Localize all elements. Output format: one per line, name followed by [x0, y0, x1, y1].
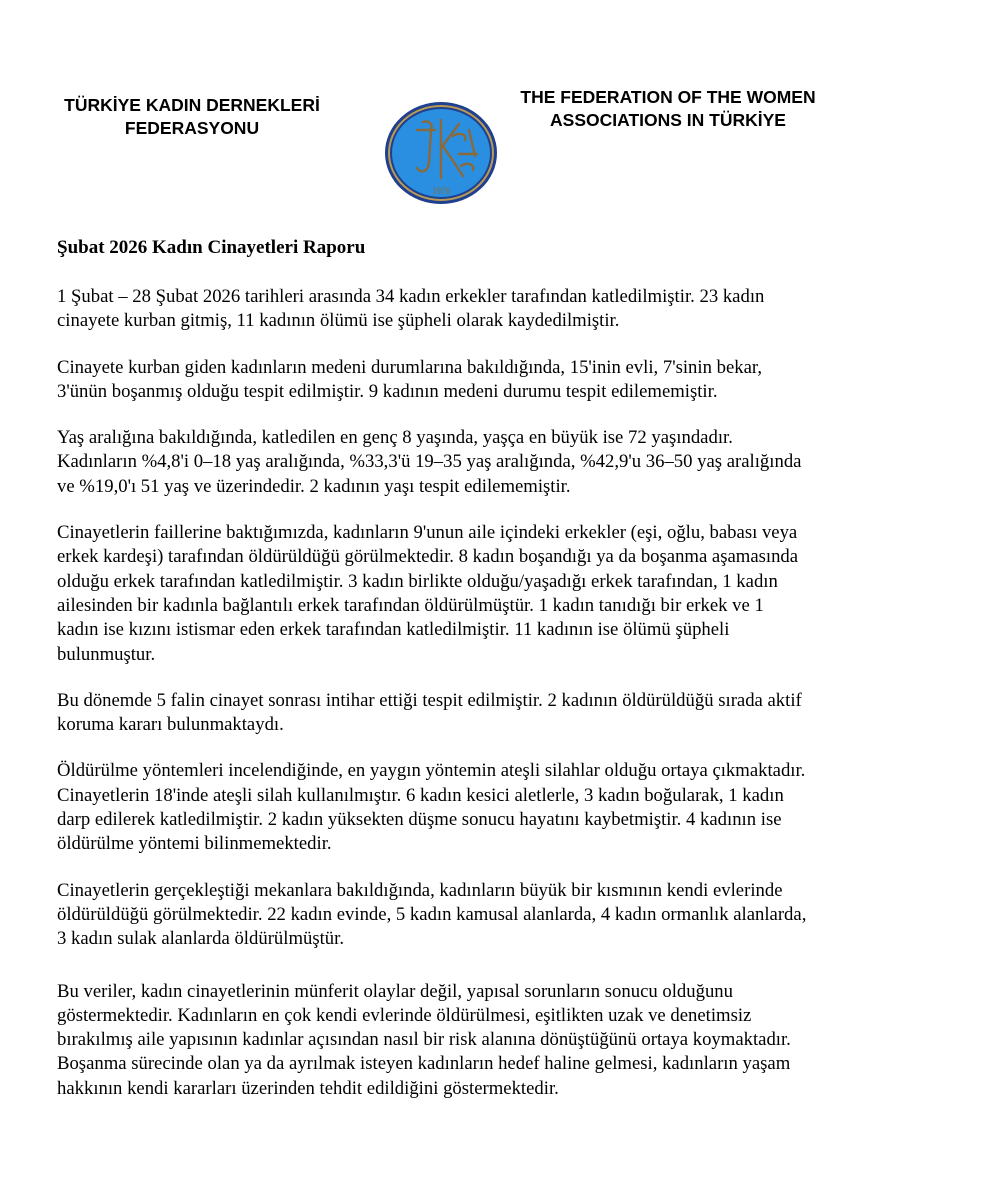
paragraph-marital-status — [57, 356, 947, 405]
paragraph-suicide-protection — [57, 689, 947, 738]
text-line: ve %19,0'ı 51 yaş ve üzerindedir. 2 kadının yaşı tespit edilememiştir. — [57, 475, 571, 497]
federation-name-english-line: THE FEDERATION OF THE WOMEN — [520, 87, 816, 107]
federation-name-turkish — [60, 94, 324, 140]
text-line: cinayete kurban gitmiş, 11 kadının ölümü ise şüpheli olarak kaydedilmiştir. — [57, 310, 620, 332]
text-line: Öldürülme yöntemleri incelendiğinde, en yaygın yöntemin ateşli silahlar olduğu ortaya çıkmaktadır. — [57, 760, 806, 782]
text-line: 3 kadın sulak alanlarda öldürülmüştür. — [57, 928, 345, 950]
text-line: olduğu erkek tarafından katledilmiştir. 3 kadın birlikte olduğu/yaşadığı erkek tarafından, 1 kadın — [57, 570, 778, 592]
text-line: Bu veriler, kadın cinayetlerinin münferit olaylar değil, yapısal sorunların sonucu olduğunu — [57, 980, 733, 1002]
text-line: Cinayetlerin faillerine baktığımızda, kadınların 9'unun aile içindeki erkekler (eşi, oğlu, babası veya — [57, 522, 798, 544]
text-line: ailesinden bir kadınla bağlantılı erkek tarafından öldürülmüştür. 1 kadın tanıdığı bir erkek ve 1 — [57, 594, 764, 616]
text-line: Bu dönemde 5 falin cinayet sonrası intihar ettiği tespit edilmiştir. 2 kadının öldürüldüğü sırada aktif — [57, 689, 802, 711]
paragraph-summary — [57, 285, 947, 334]
report-title: Şubat 2026 Kadın Cinayetleri Raporu — [57, 237, 366, 258]
paragraph-age-range — [57, 426, 947, 499]
text-line: Yaş aralığına bakıldığında, katledilen en genç 8 yaşında, yaşça en büyük ise 72 yaşındadır. — [57, 427, 733, 449]
federation-name-turkish-line: FEDERASYONU — [124, 118, 260, 138]
text-line: Cinayetlerin 18'inde ateşli silah kullanılmıştır. 6 kadın kesici aletlerle, 3 kadın boğularak, 1 kadın — [57, 784, 784, 806]
report-body — [57, 285, 947, 1123]
text-line: Cinayete kurban giden kadınların medeni durumlarına bakıldığında, 15'inin evli, 7'sinin bekar, — [57, 356, 763, 378]
text-line: Boşanma sürecinde olan ya da ayrılmak isteyen kadınların hedef haline gelmesi, kadınların yaşam — [57, 1053, 791, 1075]
paragraph-locations — [57, 879, 947, 952]
text-line: Kadınların %4,8'i 0–18 yaş aralığında, %33,3'ü 19–35 yaş aralığında, %42,9'u 36–50 yaş aralığında — [57, 451, 802, 473]
federation-name-english — [510, 86, 826, 132]
text-line: Cinayetlerin gerçekleştiği mekanlara bakıldığında, kadınların büyük bir kısmının kendi evlerinde — [57, 879, 783, 901]
text-line: koruma kararı bulunmaktaydı. — [57, 714, 284, 736]
text-line: öldürülme yöntemi bilinmemektedir. — [57, 833, 332, 855]
text-line: 3'ünün boşanmış olduğu tespit edilmiştir. 9 kadının medeni durumu tespit edilememiştir. — [57, 380, 718, 402]
text-line: erkek kardeşi) tarafından öldürüldüğü görülmektedir. 8 kadın boşandığı ya da boşanma aşamasında — [57, 546, 799, 568]
text-line: bulunmuştur. — [57, 643, 156, 665]
paragraph-methods — [57, 759, 947, 856]
text-line: göstermektedir. Kadınların en çok kendi evlerinde öldürülmesi, eşitlikten uzak ve denetimsiz — [57, 1004, 752, 1026]
text-line: öldürüldüğü görülmektedir. 22 kadın evinde, 5 kadın kamusal alanlarda, 4 kadın ormanlık alanlarda, — [57, 903, 807, 925]
logo-year: 1976 — [432, 186, 450, 196]
text-line: 1 Şubat – 28 Şubat 2026 tarihleri arasında 34 kadın erkekler tarafından katledilmiştir. 23 kadın — [57, 286, 765, 307]
paragraph-conclusion — [57, 980, 947, 1101]
text-line: darp edilerek katledilmiştir. 2 kadın yüksekten düşme sonucu hayatını kaybetmiştir. 4 kadının ise — [57, 809, 782, 831]
text-line: bırakılmış aile yapısının kadınlar açısından nasıl bir risk alanına dönüştüğünü ortaya koymaktadır. — [57, 1029, 791, 1051]
text-line: kadın ise kızını istismar eden erkek tarafından katledilmiştir. 11 kadının ise ölümü şüpheli — [57, 619, 730, 641]
federation-logo — [383, 100, 499, 206]
text-line: hakkının kendi kararları üzerinden tehdit edildiğini göstermektedir. — [57, 1077, 559, 1099]
federation-name-turkish-line: TÜRKİYE KADIN DERNEKLERİ — [64, 95, 320, 115]
federation-name-english-line: ASSOCIATIONS IN TÜRKİYE — [550, 110, 786, 130]
paragraph-perpetrators — [57, 521, 947, 667]
